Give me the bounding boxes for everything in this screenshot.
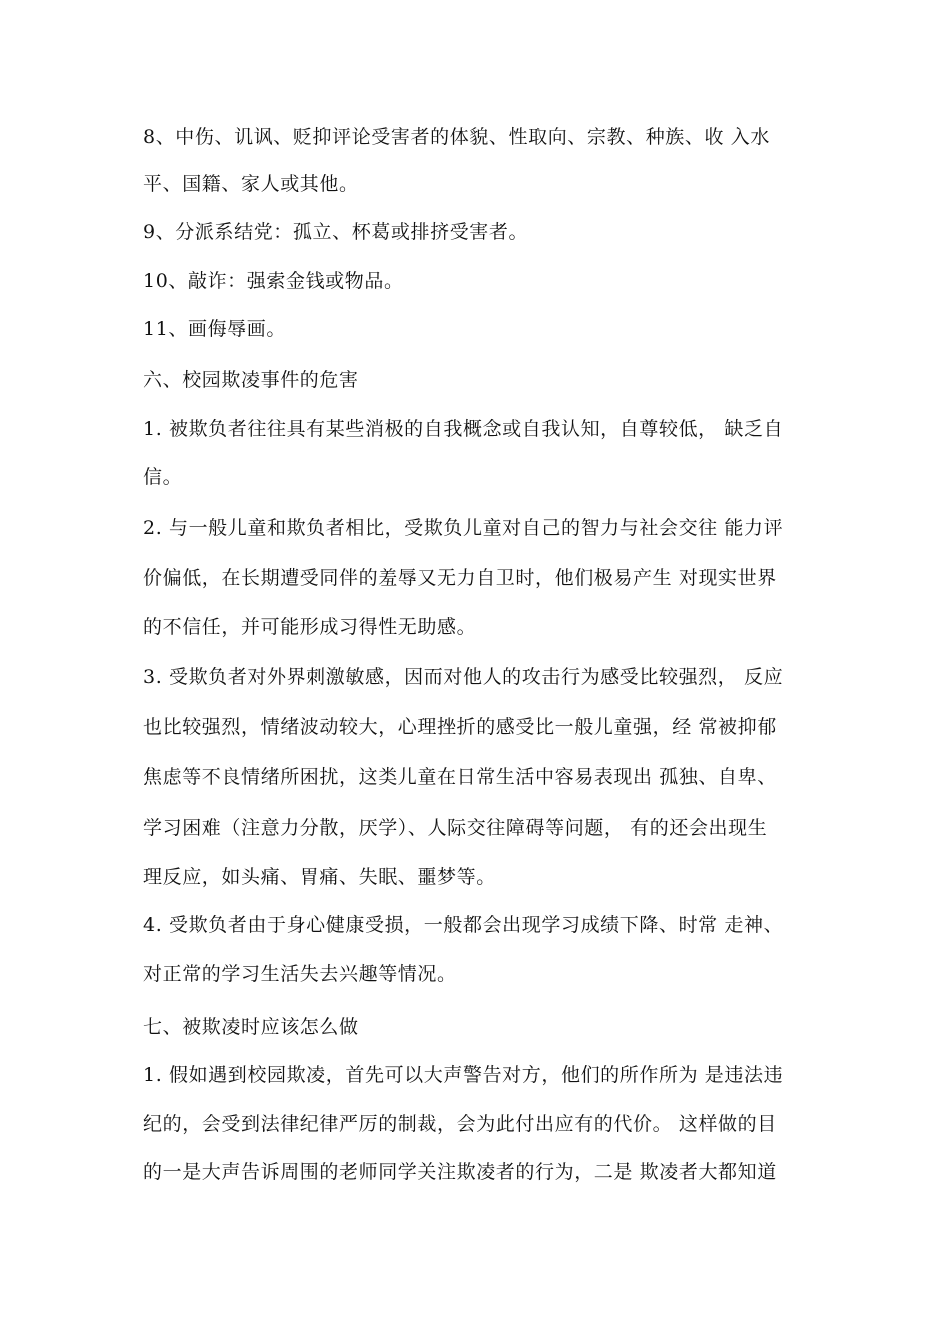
text-line: 也比较强烈，情绪波动较大，心理挫折的感受比一般儿童强，经 常被抑郁 (143, 716, 777, 738)
text-line: 对正常的学习生活失去兴趣等情况。 (143, 963, 457, 985)
text-line: 8、中伤、讥讽、贬抑评论受害者的体貌、性取向、宗教、种族、收 入水 (143, 126, 770, 148)
text-line: 理反应，如头痛、胃痛、失眠、噩梦等。 (143, 866, 496, 888)
text-line: 9、分派系结党：孤立、杯葛或排挤受害者。 (143, 221, 529, 243)
text-line: 10、敲诈：强索金钱或物品。 (143, 270, 404, 292)
text-line: 平、国籍、家人或其他。 (143, 173, 359, 195)
text-line: 11、画侮辱画。 (143, 318, 286, 340)
text-line: 信。 (143, 466, 183, 488)
text-line: 的不信任，并可能形成习得性无助感。 (143, 616, 477, 638)
text-line: 1. 假如遇到校园欺凌，首先可以大声警告对方，他们的所作所为 是违法违 (143, 1064, 784, 1086)
text-line: 3. 受欺负者对外界刺激敏感，因而对他人的攻击行为感受比较强烈， 反应 (143, 666, 784, 688)
text-line: 焦虑等不良情绪所困扰，这类儿童在日常生活中容易表现出 孤独、自卑、 (143, 766, 777, 788)
text-line: 2. 与一般儿童和欺负者相比，受欺负儿童对自己的智力与社会交往 能力评 (143, 517, 784, 539)
text-line: 价偏低，在长期遭受同伴的羞辱又无力自卫时，他们极易产生 对现实世界 (143, 567, 777, 589)
text-line: 纪的，会受到法律纪律严厉的制裁，会为此付出应有的代价。 这样做的目 (143, 1113, 777, 1135)
section-heading: 六、校园欺凌事件的危害 (143, 369, 359, 391)
text-line: 4. 受欺负者由于身心健康受损，一般都会出现学习成绩下降、时常 走神、 (143, 914, 784, 936)
section-heading: 七、被欺凌时应该怎么做 (143, 1016, 359, 1038)
text-line: 1. 被欺负者往往具有某些消极的自我概念或自我认知，自尊较低， 缺乏自 (143, 418, 784, 440)
text-line: 学习困难（注意力分散，厌学）、人际交往障碍等问题， 有的还会出现生 (143, 817, 768, 839)
text-line: 的一是大声告诉周围的老师同学关注欺凌者的行为，二是 欺凌者大都知道 (143, 1161, 777, 1183)
